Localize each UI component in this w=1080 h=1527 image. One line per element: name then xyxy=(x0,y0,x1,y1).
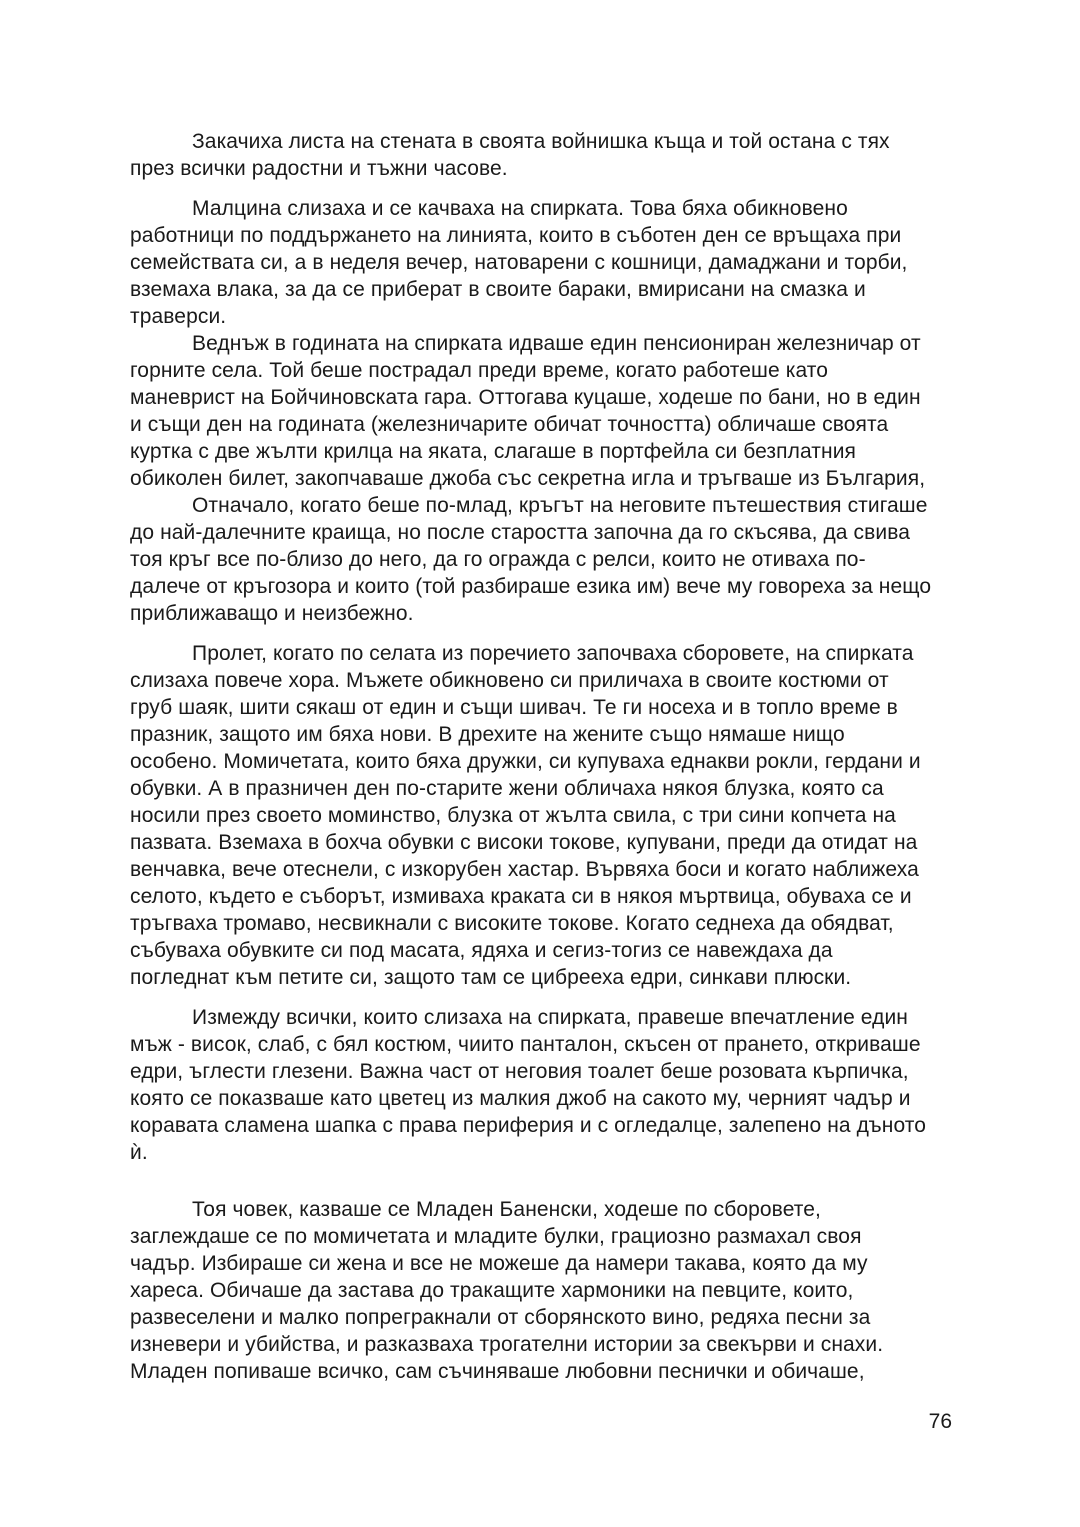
text-line: пазвата. Вземаха в бохча обувки с високи токове, купувани, преди да отидат на xyxy=(130,831,918,854)
text-line: тръгваха тромаво, несвикнали с високите токове. Когато седнеха да обядват, xyxy=(130,912,894,935)
text-line: груб шаяк, шити сякаш от един и същи шивач. Те ги носеха и в топло време в xyxy=(130,696,898,719)
text-block xyxy=(130,128,954,1385)
text-line: семействата си, а в неделя вечер, натоварени с кошници, дамаджани и торби, xyxy=(130,251,908,274)
text-line: Тоя човек, казваше се Младен Баненски, ходеше по сборовете, xyxy=(192,1198,821,1221)
text-line: едри, ъглести глезени. Важна част от неговия тоалет беше розовата кърпичка, xyxy=(130,1060,909,1083)
text-line: обиколен билет, закопчаваше джоба със секретна игла и тръгваше из България, xyxy=(130,467,926,490)
paragraph-7 xyxy=(130,1196,954,1385)
text-line: приближаващо и неизбежно. xyxy=(130,602,414,625)
text-line: особено. Момичетата, които бяха дружки, си купуваха еднакви рокли, гердани и xyxy=(130,750,921,773)
text-line: ѝ. xyxy=(130,1141,148,1164)
text-line: хареса. Обичаше да застава до тракащите хармоники на певците, които, xyxy=(130,1279,854,1302)
text-line: куртка с две жълти крилца на яката, слагаше в портфейла си безплатния xyxy=(130,440,857,463)
paragraph-2 xyxy=(130,195,954,330)
text-line: горните села. Той беше пострадал преди време, когато работеше като xyxy=(130,359,829,382)
text-line: обувки. А в празничен ден по-старите жени обличаха някоя блузка, която са xyxy=(130,777,884,800)
text-line: маневрист на Бойчиновската гара. Оттогава куцаше, ходеше по бани, но в един xyxy=(130,386,921,409)
text-line: селото, където е съборът, измиваха краката си в някоя мъртвица, обуваха се и xyxy=(130,885,912,908)
paragraph-5 xyxy=(130,640,954,991)
text-line: тоя кръг все по-близо до него, да го огражда с релси, които не отиваха по- xyxy=(130,548,866,571)
text-line: до най-далечните краища, но после старостта започна да го скъсява, да свива xyxy=(130,521,910,544)
paragraph-1 xyxy=(130,128,954,182)
text-line: далече от кръгозора и които (той разбираше езика им) вече му говореха за нещо xyxy=(130,575,932,598)
text-line: Малцина слизаха и се качваха на спирката. Това бяха обикновено xyxy=(192,197,848,220)
page-number: 76 xyxy=(928,1410,952,1433)
text-line: заглеждаше се по момичетата и младите булки, грациозно размахал своя xyxy=(130,1225,862,1248)
paragraph-6 xyxy=(130,1004,954,1166)
text-line: венчавка, вече отеснели, с изкорубен хастар. Вървяха боси и когато наближеха xyxy=(130,858,919,881)
text-line: развеселени и малко попрегракнали от сборянското вино, редяха песни за xyxy=(130,1306,871,1329)
text-line: Отначало, когато беше по-млад, кръгът на неговите пътешествия стигаше xyxy=(192,494,928,517)
text-line: и същи ден на годината (железничарите обичат точността) обличаше своята xyxy=(130,413,889,436)
text-line: изневери и убийства, и разказваха трогателни истории за свекърви и снахи. xyxy=(130,1333,884,1356)
text-line: Пролет, когато по селата из поречието започваха сборовете, на спирката xyxy=(192,642,914,665)
text-line: слизаха повече хора. Мъжете обикновено си приличаха в своите костюми от xyxy=(130,669,889,692)
text-line: вземаха влака, за да се приберат в своите бараки, вмирисани на смазка и xyxy=(130,278,866,301)
text-line: носили през своето моминство, блузка от жълта свила, с три сини копчета на xyxy=(130,804,896,827)
text-line: през всички радостни и тъжни часове. xyxy=(130,157,508,180)
text-line: коравата сламена шапка с права периферия и с огледалце, залепено на дъното xyxy=(130,1114,927,1137)
text-line: траверси. xyxy=(130,305,227,328)
text-line: която се показваше като цветец из малкия джоб на сакото му, черният чадър и xyxy=(130,1087,911,1110)
text-line: погледнат към петите си, защото там се цибрееха едри, синкави плюски. xyxy=(130,966,852,989)
paragraph-3 xyxy=(130,330,954,492)
text-line: Измежду всички, които слизаха на спирката, правеше впечатление един xyxy=(192,1006,908,1029)
text-line: мъж - висок, слаб, с бял костюм, чиито панталон, скъсен от прането, откриваше xyxy=(130,1033,921,1056)
text-line: празник, защото им бяха нови. В дрехите на жените също нямаше нищо xyxy=(130,723,845,746)
text-line: чадър. Избираше си жена и все не можеше да намери такава, която да му xyxy=(130,1252,868,1275)
text-line: Закачиха листа на стената в своята войнишка къща и той остана с тях xyxy=(192,130,890,153)
text-line: работници по поддържането на линията, които в съботен ден се връщаха при xyxy=(130,224,902,247)
text-line: събуваха обувките си под масата, ядяха и сегиз-тогиз се навеждаха да xyxy=(130,939,833,962)
paragraph-4 xyxy=(130,492,954,627)
text-line: Веднъж в годината на спирката идваше един пенсиониран железничар от xyxy=(192,332,921,355)
text-line: Младен попиваше всичко, сам съчиняваше любовни песнички и обичаше, xyxy=(130,1360,865,1383)
